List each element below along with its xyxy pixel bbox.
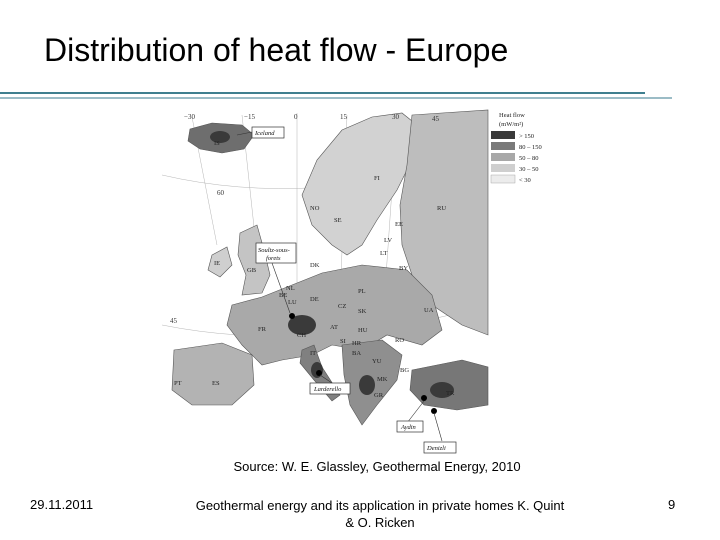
legend-swatch: [491, 175, 515, 183]
country-code: UA: [424, 307, 434, 314]
country-code: HR: [352, 340, 362, 347]
country-code: TR: [446, 390, 455, 397]
country-code: SE: [334, 217, 342, 224]
country-code: IE: [214, 260, 221, 267]
lon-tick-label: 15: [340, 113, 347, 121]
lon-tick-label: 30: [392, 113, 399, 121]
country-code: LT: [380, 250, 388, 257]
callout-denizli: Denizli: [427, 445, 446, 452]
country-code: BG: [400, 367, 410, 374]
country-code: IT: [310, 350, 317, 357]
callout-soultz-line2: forets: [266, 255, 281, 262]
lon-tick-label: −30: [184, 113, 195, 121]
country-code: FI: [374, 175, 380, 182]
footer-date: 29.11.2011: [30, 497, 94, 512]
country-code: RU: [437, 205, 447, 212]
source-caption: Source: W. E. Glassley, Geothermal Energy, 2010: [233, 459, 521, 474]
country-code: ES: [212, 380, 220, 387]
country-code: IS: [214, 140, 220, 147]
legend-label: > 150: [519, 133, 535, 140]
callout-larderello: Larderello: [314, 386, 342, 393]
title-divider-dark: [0, 92, 645, 94]
country-code: EE: [395, 221, 403, 228]
country-code: HU: [358, 327, 368, 334]
lon-tick-label: 0: [294, 113, 298, 121]
legend-label: 80 – 150: [519, 144, 542, 151]
slide-title: Distribution of heat flow - Europe: [44, 32, 509, 68]
country-code: SI: [340, 338, 346, 345]
footer-text: Geothermal energy and its application in private homes K. Quint & O. Ricken: [195, 498, 565, 530]
country-code: YU: [372, 358, 382, 365]
country-code: CZ: [338, 303, 347, 310]
legend-swatch: [491, 164, 515, 172]
country-code: PL: [358, 288, 366, 295]
title-divider-light: [0, 97, 672, 99]
country-code: LV: [384, 237, 393, 244]
country-code: DK: [310, 262, 320, 269]
legend-swatch: [491, 142, 515, 150]
country-code: FR: [258, 326, 266, 333]
legend-label: 30 – 50: [519, 166, 539, 173]
lat-tick-label: 60: [217, 189, 224, 197]
legend-label: 50 – 80: [519, 155, 539, 162]
country-code: LU: [288, 299, 297, 306]
legend-swatch: [491, 131, 515, 139]
heat-flow-map: [162, 105, 552, 457]
callout-aydin: Aydin: [401, 424, 416, 431]
legend-label: < 30: [519, 177, 531, 184]
country-code: BE: [279, 292, 288, 299]
legend-unit: (mW/m²): [499, 121, 524, 128]
country-code: PT: [174, 380, 182, 387]
country-code: CH: [297, 332, 307, 339]
callout-iceland: Iceland: [255, 130, 275, 137]
country-code: BY: [399, 265, 409, 272]
country-code: BA: [352, 350, 362, 357]
country-code: MK: [377, 376, 388, 383]
legend-title: Heat flow: [499, 112, 525, 119]
lon-tick-label: 45: [432, 115, 439, 123]
legend-swatch: [491, 153, 515, 161]
country-code: NL: [286, 285, 295, 292]
country-code: NO: [310, 205, 320, 212]
page-number: 9: [668, 497, 676, 512]
country-code: GB: [247, 267, 257, 274]
lon-tick-label: −15: [244, 113, 255, 121]
country-code: AT: [330, 324, 338, 331]
callout-soultz: Soultz-sous-: [258, 247, 290, 254]
country-code: SK: [358, 308, 367, 315]
heat-flow-legend: [491, 112, 542, 184]
country-code: RO: [395, 337, 405, 344]
country-code: DE: [310, 296, 319, 303]
lat-tick-label: 45: [170, 317, 177, 325]
country-code: GR: [374, 392, 384, 399]
